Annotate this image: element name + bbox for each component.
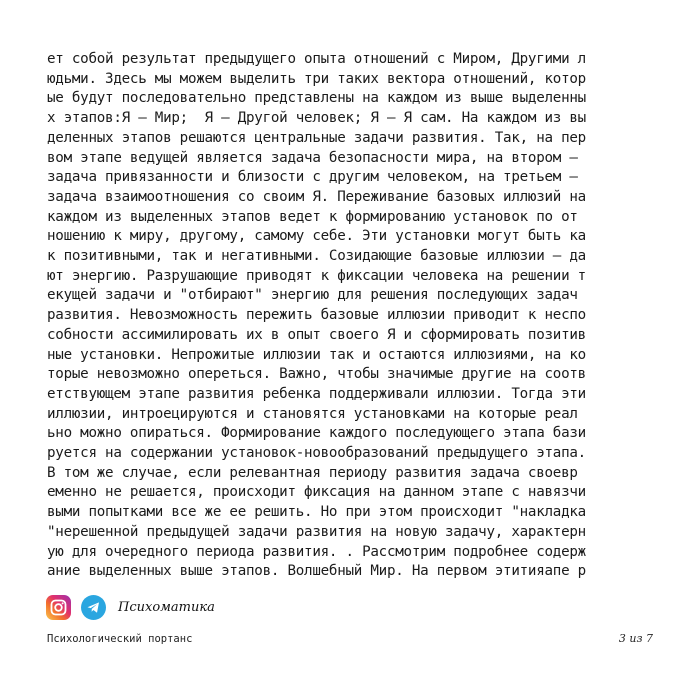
text-line: деленных этапов решаются центральные задачи развития. Так, на пер (47, 129, 586, 146)
footer-brand (46, 595, 215, 620)
text-line: ношению к миру, другому, самому себе. Эти установки могут быть ка (47, 228, 586, 245)
text-line: ет собой результат предыдущего опыта отношений с Миром, Другими л (47, 51, 586, 67)
text-line: торые невозможно опереться. Важно, чтобы значимые другие на соотв (47, 366, 586, 383)
text-line: екущей задачи и "отбирают" энергию для решения последующих задач (47, 287, 578, 304)
text-line: выми попытками все же ее решить. Но при этом происходит "накладка (47, 504, 586, 521)
text-line: етствующем этапе развития ребенка поддерживали иллюзии. Тогда эти (47, 385, 586, 402)
text-line: "нерешенной предыдущей задачи развития на новую задачу, характерн (47, 523, 586, 540)
text-line: собности ассимилировать их в опыт своего Я и сформировать позитив (47, 326, 586, 343)
text-line: вом этапе ведущей является задача безопасности мира, на втором – (47, 149, 578, 166)
text-line: еменно не решается, происходит фиксация на данном этапе с навязчи (47, 484, 586, 501)
text-line: ьно можно опираться. Формирование каждого последующего этапа бази (47, 425, 586, 442)
text-line: к позитивными, так и негативными. Созидающие базовые иллюзии – да (47, 248, 586, 265)
body-text (47, 50, 662, 582)
text-line: ую для очередного периода развития. . Рассмотрим подробнее содерж (47, 543, 586, 560)
page-counter: 3 из 7 (618, 632, 653, 645)
brand-name: Психоматика (118, 600, 215, 615)
telegram-icon[interactable] (81, 595, 106, 620)
text-line: ые будут последовательно представлены на каждом из выше выделенны (47, 90, 586, 107)
text-line: х этапов:Я – Мир; Я – Другой человек; Я – Я сам. На каждом из вы (47, 110, 586, 127)
text-line: юдьми. Здесь мы можем выделить три таких вектора отношений, котор (47, 70, 586, 87)
text-line: каждом из выделенных этапов ведет к формированию установок по от (47, 208, 578, 225)
text-line: ание выделенных выше этапов. Волшебный Мир. На первом этитияапе р (47, 563, 586, 580)
text-line: ют энергию. Разрушающие приводят к фиксации человека на решении т (47, 267, 586, 284)
text-line: развития. Невозможность пережить базовые иллюзии приводит к неспо (47, 307, 586, 324)
text-line: иллюзии, интроецируются и становятся установками на которые реал (47, 405, 578, 422)
text-line: задача взаимоотношения со своим Я. Переживание базовых иллюзий на (47, 188, 586, 205)
text-line: В том же случае, если релевантная периоду развития задача своевр (47, 464, 578, 481)
instagram-icon[interactable] (46, 595, 71, 620)
text-line: задача привязанности и близости с другим человеком, на третьем – (47, 169, 578, 186)
text-line: ные установки. Непрожитые иллюзии так и остаются иллюзиями, на ко (47, 346, 586, 363)
footer-subtitle: Психологический портанс (47, 633, 193, 645)
text-line: руется на содержании установок-новообразований предыдущего этапа. (47, 445, 586, 462)
